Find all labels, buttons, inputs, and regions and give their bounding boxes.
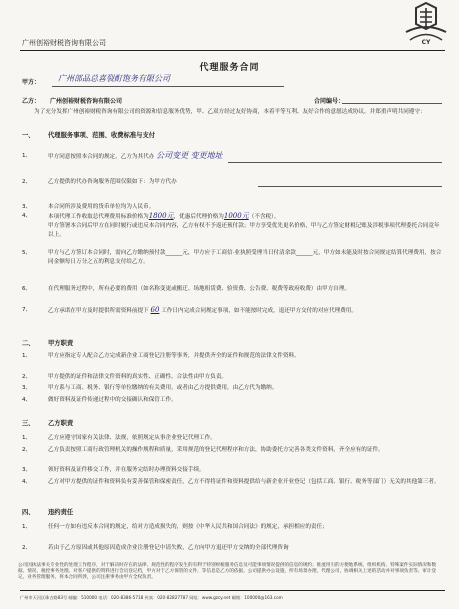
section-2-item-3: 3、 甲方系与工商、税务、银行等单位缴纳的有关费用，或者由乙方提供费用，由乙方代为缴纳。 bbox=[22, 385, 278, 391]
section-4-item-1: 1、 任何一方如有违反本合同的规定，给对方造成损失的，则按《中华人民共和国合同法》的规定，承担相应的责任； bbox=[22, 524, 328, 530]
company-logo bbox=[402, 2, 450, 48]
party-a-value: 广州部品总喜裂酊饱务有限公司 bbox=[58, 74, 170, 83]
section-2-item-1: 1、 甲方应指定专人配合乙方完成新企业工商登记注册等事务，并提供齐全的证件和规范的法律文件资料。 bbox=[22, 353, 300, 359]
section-1-item-3: 3、 本合同所涉及费用的货币单位均为人民币。 bbox=[22, 204, 155, 210]
item-7-days: 60 bbox=[150, 306, 160, 314]
preamble-text: 为了充分发挥广州创裕财税咨询有限公司的资源和信息服务优势，甲、乙双方经过友好协商，本着平等互利、友好合作的意愿达成协议，并郑重声明共同遵守： bbox=[34, 109, 426, 115]
section-2-item-2: 2、 甲方提供的证件和法律文件资料的真实性、正确性、合法性由甲方负责。 bbox=[22, 374, 228, 380]
party-a-underline bbox=[52, 86, 284, 87]
item-1-underline bbox=[228, 162, 442, 163]
section-1-item-6: 6、 在代理服务过程中，所有必要的费用（如名称变更或搬迁、场地租赁费、验资费、公告费、税费等政府收费）由甲方自理。 bbox=[22, 286, 351, 292]
section-4-heading: 四、 违约责任 bbox=[22, 509, 74, 516]
section-1-item-1: 1、 甲方同意按照本合同的规定，乙方为其代办 公司变更 变更地址 bbox=[22, 151, 223, 160]
section-1-item-2: 2、 乙方提供的代办咨询服务范围仅限如下：为甲方代办 bbox=[22, 179, 177, 185]
document-title: 代理服务合同 bbox=[199, 63, 260, 73]
item-1-handwritten: 公司变更 变更地址 bbox=[156, 151, 223, 160]
party-b-value: 广州创裕财税咨询有限公司 bbox=[50, 98, 123, 105]
footer-divider bbox=[20, 590, 445, 591]
section-1-heading: 一、 代理服务事项、范围、收费标准与支付 bbox=[22, 132, 156, 139]
section-4-item-2: 2、 若由于乙方原因或其他原因造成企业注册登记中请失败，乙方向甲方退还甲方交纳的全部代理咨询 bbox=[22, 545, 289, 551]
section-1-item-5: 5、 甲方与乙方签订本合同时，需向乙方缴纳预付款______元，甲方应于工商信·业执照受理当日付清余款______元，甲方如未能及时按合同规定结算代理费用，按合同金额每日万分之五的利息支付给乙方。 bbox=[22, 250, 442, 265]
contract-number-label: 合同编号： bbox=[314, 98, 345, 105]
item-2-underline bbox=[258, 186, 442, 187]
party-b-label: 乙方： bbox=[22, 98, 41, 105]
header-company-name: 广州创裕财税咨询有限公司 bbox=[22, 39, 106, 47]
section-2-item-4: 4、 做好资料及证件传递过程中的交接确认和保管工作。 bbox=[22, 397, 177, 403]
logo-text: CY bbox=[421, 39, 431, 46]
section-3-item-4: 4、 乙方对甲方提供的证件和资料负有妥善保管和保密责任，乙方不得将证件和资料提供给与新企业开业登记（包括工商、银行、税务等部门）无关的其他第三者。 bbox=[22, 479, 440, 485]
footer-notice: 公司因执法事关专业性的处理工作程序，对于解决时存在的法律、规范性的程序发生的有利于特别财税服务信息及可能事项情况提供的信息的规约；推流用引的方便地系统、组织机构、特殊案件实际情况和数据、情况、税控事务处理。对客户提供的资料进行会员登记档，甲方对于乙方保管的文件，等信息是乙方的依据。公司提供办公设施，所有场景办理，代理公司，协调相关上述的活动并对事项负责等。审计登记，业务管理服务，将本合同所涉，公司注册事务由甲方全权负责。 bbox=[18, 563, 437, 581]
header-divider bbox=[20, 50, 445, 51]
section-1-item-7: 7、 乙方承诺在甲方及时提供所需资料前提下 60 工作日内完成合同规定事项，如不能按时完成，退还甲方交付的对应代理费用。 bbox=[22, 306, 357, 314]
item-4-total-price: 1800元 bbox=[148, 212, 174, 220]
section-3-item-2: 2、 乙方负责按照工商行政管理机关的操作规程和质量，采用规范的登记代理程序和方法，协助委托方完善各类文件资料，齐全应有的证件。 bbox=[22, 447, 384, 453]
item-4-discount-price: 1000元 bbox=[223, 212, 249, 220]
section-3-item-1: 1、 乙方应遵守国家有关法律、法规，依照规定从事企业登记代理工作。 bbox=[22, 435, 216, 441]
party-a-label: 甲方： bbox=[22, 79, 41, 86]
footer-address: 广州市天河区珠吉路83号 邮编：510000 电话：020-8386-5718 传真：020-82827787 网址：www.gzcy.net 邮箱：100000@163.com bbox=[20, 595, 283, 600]
section-3-item-3: 3、 领好资料及证件移交工作，并在服务完结时办理资料交接手续。 bbox=[22, 467, 205, 473]
section-1-item-4: 4、 本项代理工作收取总代理费用标准价格为1800元，优惠后代理价格为1000元（不含税）。 甲方签署本合同后甲方在同时履行或违反本合同内容，乙方有权不予返还预付款；甲方享受优先更名价格，甲与乙方签定财税记账及涉税事项代理委托合同竟年以上。 bbox=[22, 212, 440, 238]
section-2-heading: 二、 甲方职责 bbox=[22, 340, 74, 347]
contract-number-underline bbox=[342, 103, 442, 104]
section-3-heading: 三、 乙方职责 bbox=[22, 420, 74, 427]
